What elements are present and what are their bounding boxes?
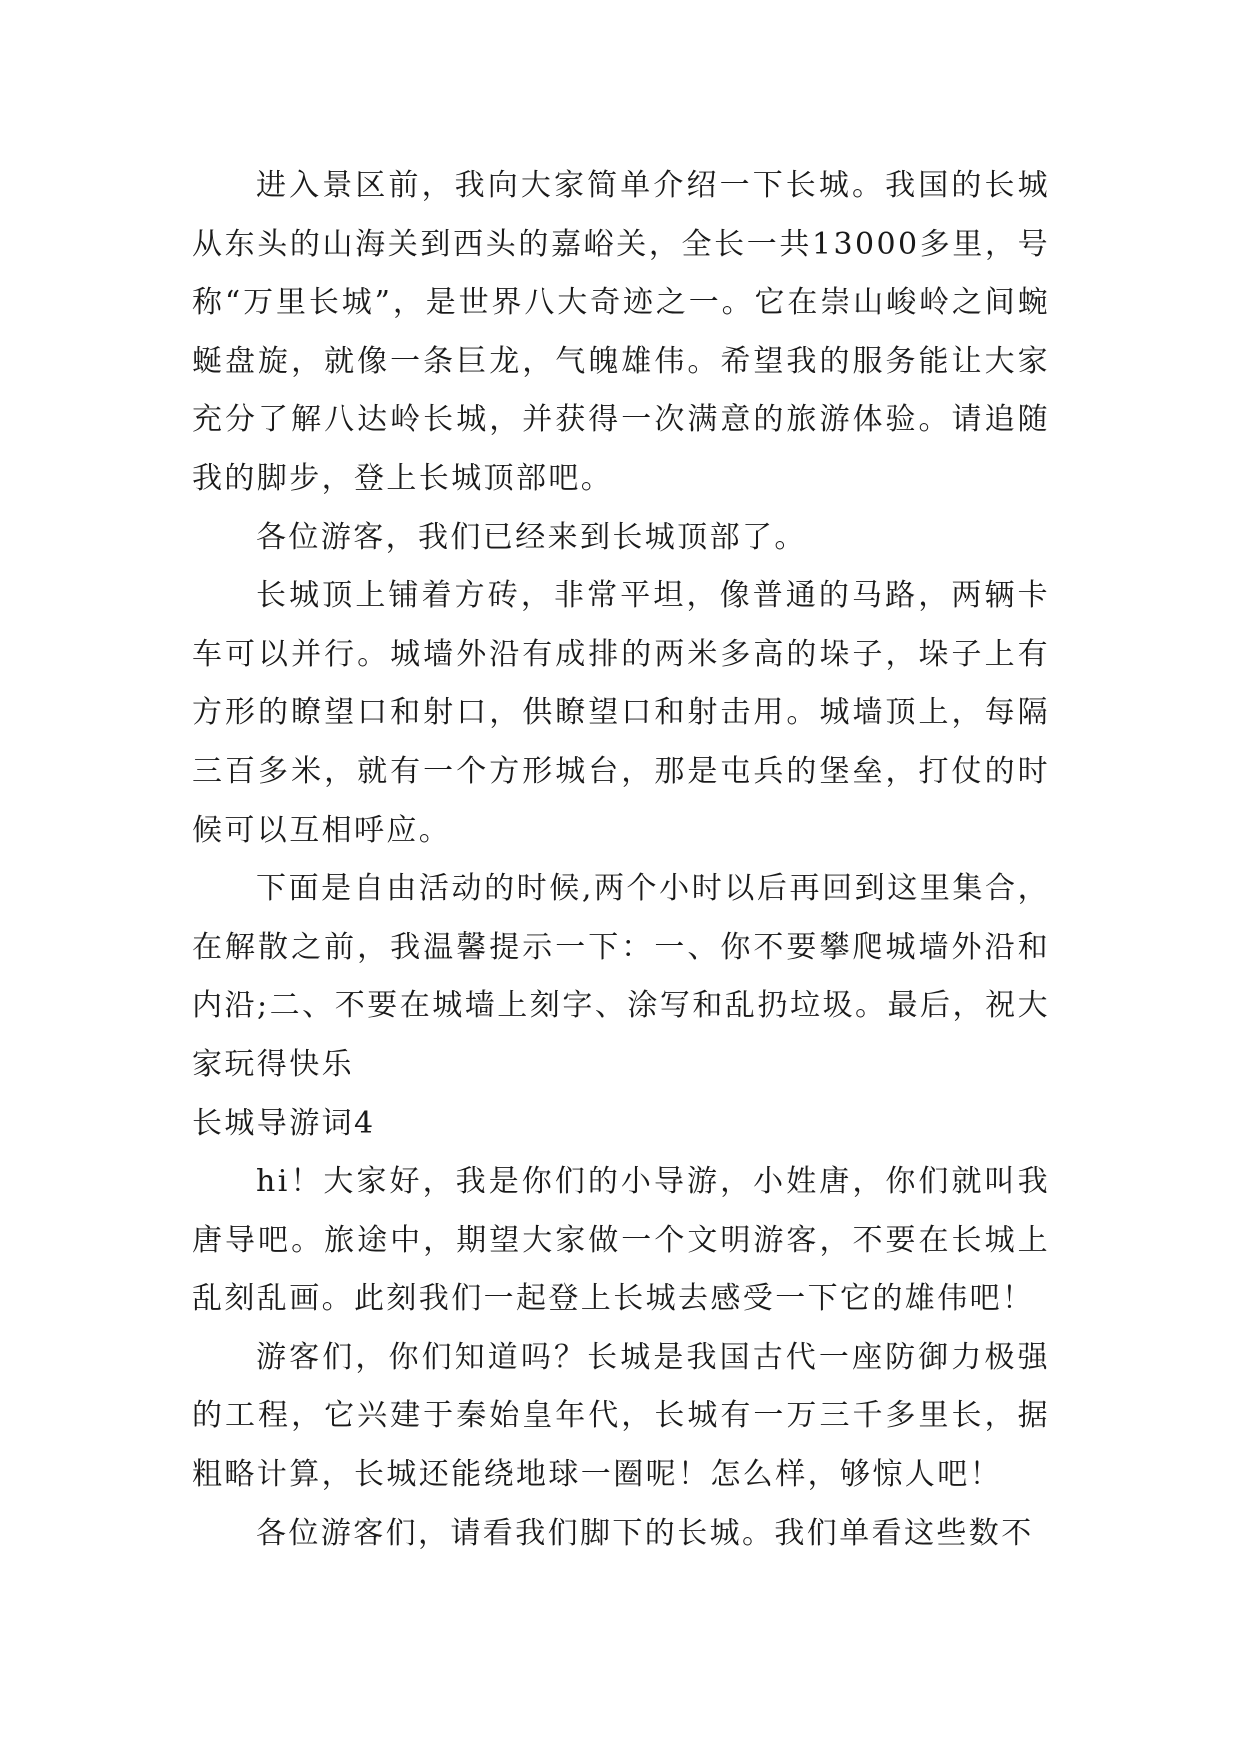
document-body [192, 157, 1050, 1563]
paragraph-intro: 进入景区前，我向大家简单介绍一下长城。我国的长城从东头的山海关到西头的嘉峪关，全长一共13000多里，号称“万里长城”，是世界八大奇迹之一。它在崇山峻岭之间蜿蜒盘旋，就像一条巨龙，气魄雄伟。希望我的服务能让大家充分了解八达岭长城，并获得一次满意的旅游体验。请追随我的脚步，登上长城顶部吧。 [192, 168, 1050, 496]
paragraph-look-down: 各位游客们，请看我们脚下的长城。我们单看这些数不 [256, 1515, 1034, 1551]
paragraph-history: 游客们，你们知道吗？长城是我国古代一座防御力极强的工程，它兴建于秦始皇年代，长城有一万三千多里长，据粗略计算，长城还能绕地球一圈呢！怎么样，够惊人吧！ [192, 1339, 1050, 1493]
paragraph-arrival: 各位游客，我们已经来到长城顶部了。 [256, 519, 807, 555]
paragraph-wall-top: 长城顶上铺着方砖，非常平坦，像普通的马路，两辆卡车可以并行。城墙外沿有成排的两米多高的垛子，垛子上有方形的瞭望口和射口，供瞭望口和射击用。城墙顶上，每隔三百多米，就有一个方形城台，那是屯兵的堡垒，打仗的时候可以互相呼应。 [192, 578, 1050, 848]
section-heading: 长城导游词4 [192, 1105, 376, 1141]
paragraph-free-time: 下面是自由活动的时候,两个小时以后再回到这里集合，在解散之前，我温馨提示一下：一、你不要攀爬城墙外沿和内沿;二、不要在城墙上刻字、涂写和乱扔垃圾。最后，祝大家玩得快乐 [192, 871, 1050, 1082]
paragraph-greeting: hi！大家好，我是你们的小导游，小姓唐，你们就叫我唐导吧。旅途中，期望大家做一个文明游客，不要在长城上乱刻乱画。此刻我们一起登上长城去感受一下它的雄伟吧！ [192, 1164, 1050, 1317]
